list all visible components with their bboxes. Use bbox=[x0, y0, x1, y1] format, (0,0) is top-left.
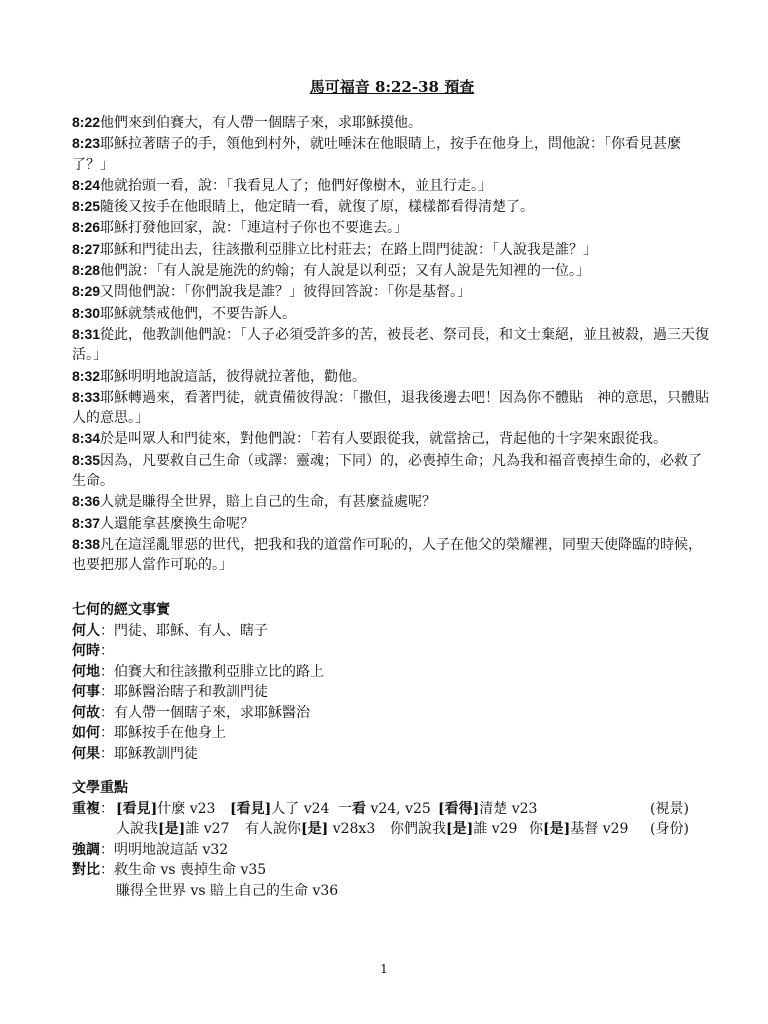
contrast-label: 對比 bbox=[72, 862, 100, 878]
verse-text: 於是叫眾人和門徒來，對他們說：「若有人要跟從我，就當捨己，背起他的十字架來跟從我。 bbox=[100, 431, 668, 448]
verse-ref: 8:36 bbox=[72, 493, 101, 510]
verse bbox=[72, 491, 712, 512]
repeat-keyword: [是] bbox=[543, 821, 571, 837]
verse-text: 耶穌明明地說這話，彼得就拉著他，勸他。 bbox=[100, 368, 367, 385]
fact-row bbox=[72, 723, 712, 744]
fact-value: ：耶穌醫治瞎子和教訓門徒 bbox=[100, 684, 268, 700]
verse bbox=[72, 366, 712, 387]
repeat-text: 誰 v27 bbox=[185, 821, 230, 837]
repeat-text: 什麼 v23 bbox=[157, 800, 216, 817]
repeat-text: 清楚 v23 bbox=[479, 800, 538, 817]
verse-text: 耶穌和門徒出去，往該撒利亞腓立比村莊去；在路上問門徒說：「人說我是誰？」 bbox=[100, 241, 598, 258]
fact-row bbox=[72, 703, 712, 724]
emphasis-label: 強調 bbox=[72, 841, 100, 858]
verse bbox=[72, 450, 712, 492]
repeat-item bbox=[230, 799, 329, 820]
repeat-keyword: [看見] bbox=[116, 800, 158, 817]
repeat-text: v24, v25 bbox=[366, 800, 431, 817]
repeat-colon: ： bbox=[100, 800, 114, 817]
verse bbox=[72, 133, 712, 175]
repeat-keyword: [是] bbox=[301, 821, 329, 837]
repeat-label-group bbox=[72, 799, 114, 820]
fact-row bbox=[72, 662, 712, 683]
repeat-item bbox=[438, 799, 537, 820]
verse-text: 他就抬頭一看，說：「我看見人了；他們好像樹木，並且行走。」 bbox=[100, 177, 493, 194]
verse-ref: 8:26 bbox=[72, 219, 101, 236]
verse-ref: 8:35 bbox=[72, 451, 101, 468]
verse-ref: 8:24 bbox=[72, 176, 101, 193]
verse-ref: 8:32 bbox=[72, 367, 101, 384]
verse bbox=[72, 239, 712, 260]
repeat-prefix: 你 bbox=[529, 821, 543, 837]
emphasis-value: ：明明地說這話 v32 bbox=[100, 841, 229, 858]
repeat-note: (身份) bbox=[650, 821, 689, 837]
verse-text: 又問他們說：「你們說我是誰？」彼得回答說：「你是基督。」 bbox=[100, 284, 472, 301]
fact-value: ：有人帶一個瞎子來，求耶穌醫治 bbox=[100, 704, 310, 721]
verse bbox=[72, 513, 712, 534]
fact-label: 何人 bbox=[72, 622, 100, 639]
verse-text: 他們來到伯賽大，有人帶一個瞎子來，求耶穌摸他。 bbox=[100, 115, 423, 131]
section-heading: 七何的經文事實 bbox=[72, 602, 170, 618]
verse-ref: 8:29 bbox=[72, 283, 101, 300]
fact-label: 何果 bbox=[72, 745, 100, 762]
repeat-text: 基督 v29 bbox=[570, 821, 629, 837]
verse bbox=[72, 324, 712, 366]
verse bbox=[72, 281, 712, 302]
repeat-line-2 bbox=[72, 819, 712, 840]
contrast-value: ：救生命 vs 喪掉生命 v35 bbox=[100, 862, 267, 878]
repeat-text: v28x3 bbox=[328, 821, 376, 837]
verse bbox=[72, 260, 712, 281]
verse-ref: 8:33 bbox=[72, 388, 101, 405]
verse bbox=[72, 534, 712, 576]
verse-ref: 8:28 bbox=[72, 262, 101, 279]
repeat-item bbox=[338, 799, 431, 820]
fact-label: 何事 bbox=[72, 684, 100, 700]
contrast-line-1 bbox=[72, 860, 712, 881]
repeat-line-1 bbox=[72, 799, 712, 820]
verse-ref: 8:22 bbox=[72, 114, 101, 130]
repeat-text: 人了 v24 bbox=[271, 800, 330, 817]
repeat-keyword: [是] bbox=[158, 821, 186, 837]
verse-text: 凡在這淫亂罪惡的世代，把我和我的道當作可恥的，人子在他父的榮耀裡，同聖天使降臨的時候，也要把那人當作可恥的。」 bbox=[72, 536, 703, 574]
emphasis-group bbox=[72, 840, 228, 861]
repeat-prefix: 你們說我 bbox=[390, 821, 446, 837]
verse-text: 耶穌轉過來，看著門徒，就責備彼得說：「撒但，退我後邊去吧！因為你不體貼 神的意思，只體貼人的意思。」 bbox=[72, 389, 710, 427]
emphasis-line bbox=[72, 840, 712, 861]
repeat-item bbox=[116, 799, 215, 820]
fact-label: 如何 bbox=[72, 725, 100, 741]
verse-text: 人就是賺得全世界，賠上自己的生命，有甚麼益處呢？ bbox=[100, 494, 437, 511]
page-title: 馬可福音 8:22-38 預查 bbox=[309, 78, 475, 96]
fact-value: ：門徒、耶穌、有人、瞎子 bbox=[100, 622, 268, 639]
verse-text: 耶穌打發他回家，說：「連這村子你也不要進去。」 bbox=[100, 220, 409, 237]
verse-text: 他們說：「有人說是施洗的約翰；有人說是以利亞；又有人說是先知裡的一位。」 bbox=[100, 263, 591, 280]
verse-ref: 8:30 bbox=[72, 304, 101, 321]
fact-value: ：伯賽大和往該撒利亞腓立比的路上 bbox=[100, 663, 324, 680]
fact-row bbox=[72, 682, 712, 703]
repeat-label: 重複 bbox=[72, 800, 100, 817]
verse-ref: 8:38 bbox=[72, 535, 101, 552]
contrast-line-2 bbox=[72, 881, 712, 902]
verse bbox=[72, 175, 712, 196]
repeat-text: 誰 v29 bbox=[473, 821, 518, 837]
repeat-prefix: 一 bbox=[338, 800, 352, 817]
verse-text: 隨後又按手在他眼睛上，他定睛一看，就復了原，樣樣都看得清楚了。 bbox=[100, 199, 535, 216]
repeat-keyword: [看得] bbox=[438, 800, 480, 817]
repeat-keyword: [看見] bbox=[230, 800, 272, 817]
fact-label: 何故 bbox=[72, 704, 100, 721]
fact-row bbox=[72, 641, 712, 662]
repeat-keyword: 看 bbox=[352, 800, 366, 817]
fact-value: ： bbox=[100, 643, 114, 659]
repeat-keyword: [是] bbox=[446, 821, 474, 837]
repeat-item bbox=[529, 819, 628, 840]
verse-ref: 8:23 bbox=[72, 135, 101, 152]
contrast-value: 賺得全世界 vs 賠上自己的生命 v36 bbox=[116, 882, 339, 899]
scripture-passage bbox=[72, 112, 712, 576]
verse-text: 耶穌就禁戒他們，不要告訴人。 bbox=[100, 305, 297, 322]
verse bbox=[72, 217, 712, 238]
verse bbox=[72, 428, 712, 449]
fact-row bbox=[72, 744, 712, 765]
verse bbox=[72, 196, 712, 217]
fact-value: ：耶穌按手在他身上 bbox=[100, 725, 226, 741]
seven-questions-section bbox=[72, 600, 712, 764]
verse-ref: 8:25 bbox=[72, 198, 101, 215]
repeat-prefix: 有人說你 bbox=[245, 821, 301, 837]
fact-value: ：耶穌教訓門徒 bbox=[100, 745, 198, 762]
section-heading: 文學重點 bbox=[72, 780, 128, 796]
repeat-item bbox=[116, 819, 229, 840]
repeat-item bbox=[390, 819, 517, 840]
verse-ref: 8:31 bbox=[72, 325, 101, 342]
verse-text: 因為，凡要救自己生命（或譯：靈魂；下同）的，必喪掉生命；凡為我和福音喪掉生命的，必救了生命。 bbox=[72, 452, 703, 490]
page-number: 1 bbox=[380, 962, 388, 976]
repeat-item bbox=[245, 819, 375, 840]
fact-label: 何時 bbox=[72, 643, 100, 659]
literary-section bbox=[72, 778, 712, 901]
verse-text: 從此，他教訓他們說：「人子必須受許多的苦，被長老、祭司長，和文士棄絕，並且被殺，過三天復活。」 bbox=[72, 326, 710, 364]
verse-ref: 8:34 bbox=[72, 430, 101, 447]
verse bbox=[72, 303, 712, 324]
verse-ref: 8:37 bbox=[72, 514, 101, 531]
contrast-group bbox=[72, 860, 266, 881]
fact-label: 何地 bbox=[72, 663, 100, 680]
repeat-prefix: 人說我 bbox=[116, 821, 158, 837]
fact-row bbox=[72, 621, 712, 642]
verse-text: 耶穌拉著瞎子的手，領他到村外，就吐唾沫在他眼睛上，按手在他身上，問他說：「你看見甚麼了？」 bbox=[72, 136, 682, 173]
verse-ref: 8:27 bbox=[72, 240, 101, 257]
verse-text: 人還能拿甚麼換生命呢？ bbox=[100, 515, 255, 532]
verse bbox=[72, 112, 712, 133]
verse bbox=[72, 387, 712, 429]
repeat-note: (視景) bbox=[650, 800, 689, 817]
